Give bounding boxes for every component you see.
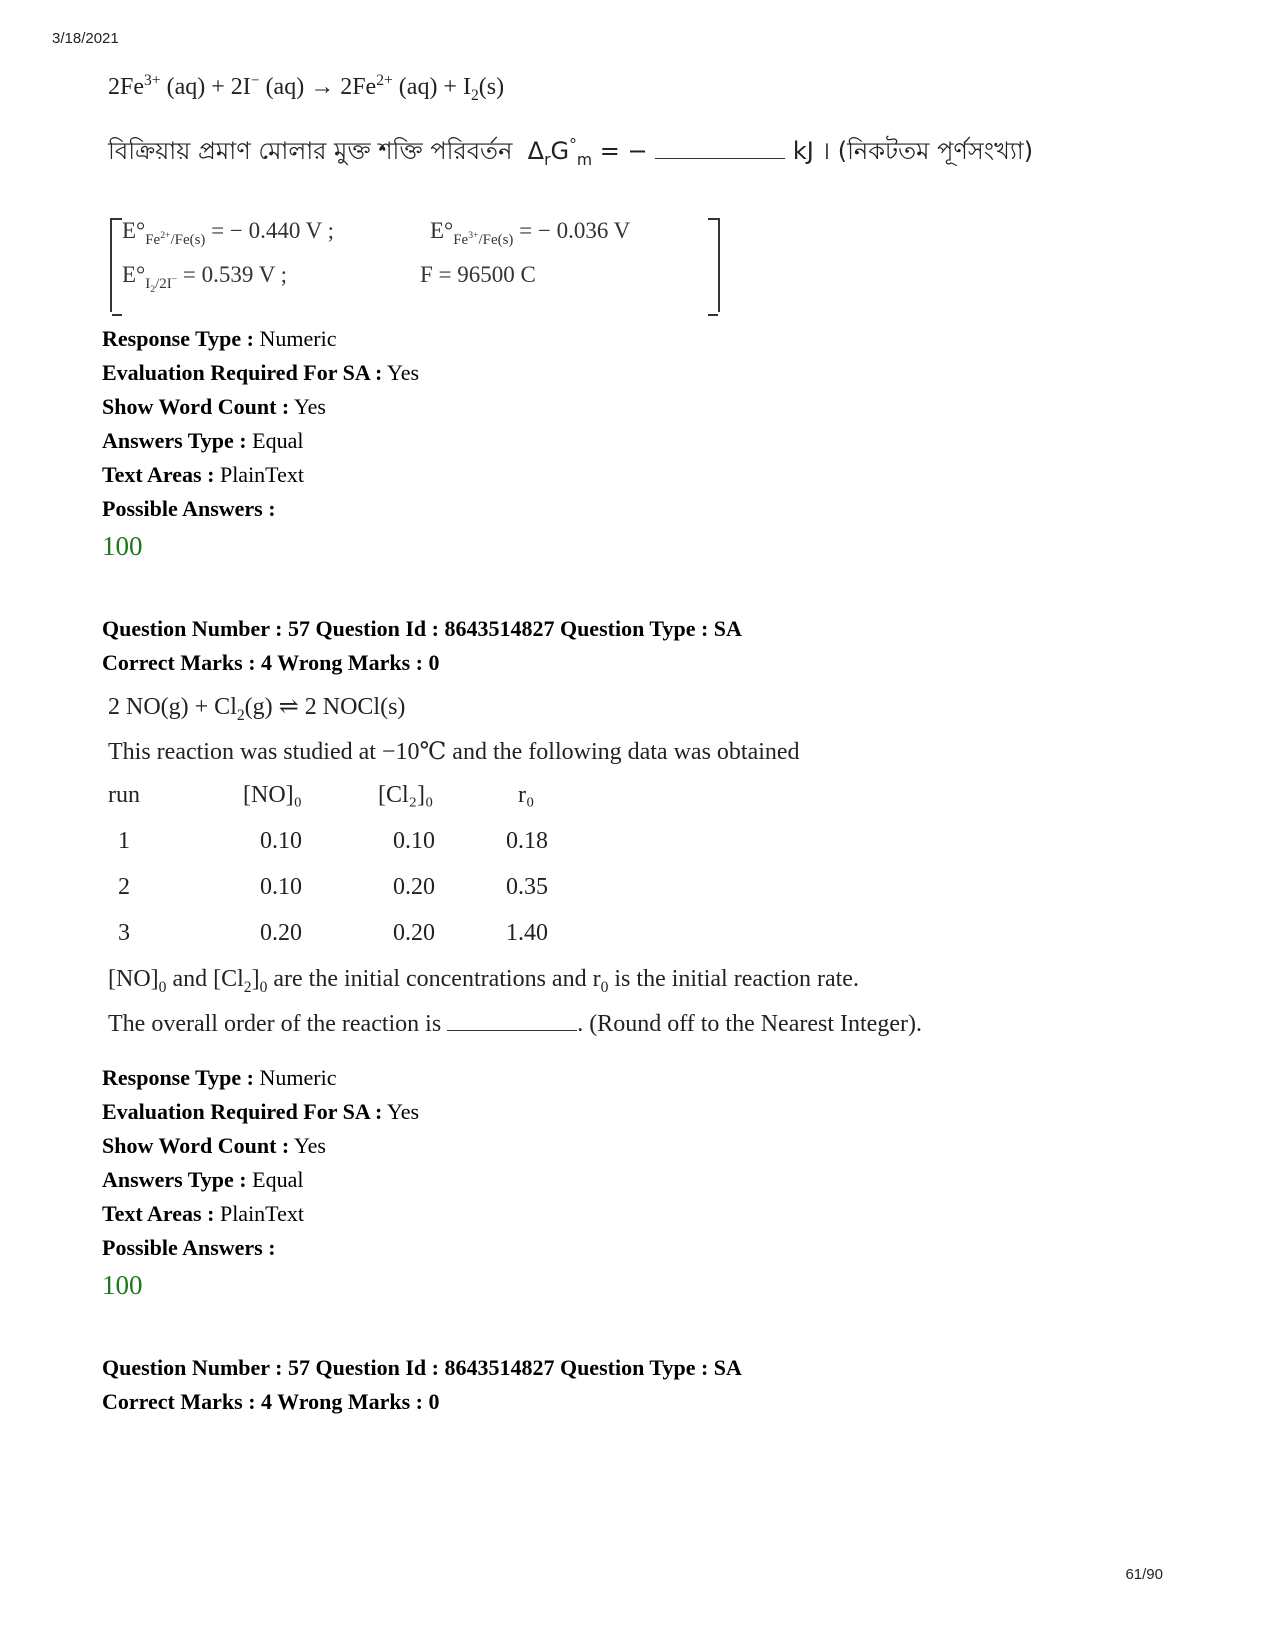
meta-row: Answers Type : Equal	[102, 1167, 304, 1192]
q57-intro: This reaction was studied at −10℃ and the following data was obtained	[108, 739, 800, 765]
q57-possible-answer: 100	[102, 1270, 143, 1300]
q57-question: The overall order of the reaction is . (Round off to the Nearest Integer).	[108, 1011, 922, 1037]
table-cell: 0.20	[260, 920, 302, 946]
meta-row: Evaluation Required For SA : Yes	[102, 1099, 420, 1124]
table-cell: 0.20	[393, 874, 435, 900]
bengali-question-line: বিক্রিয়ায় প্রমাণ মোলার মুক্ত শক্তি পরিবর্তন $\Delta_rG^\circ_m$ = − kJ । (নিকটতম পূর্ণসংখ্যা)	[108, 136, 1034, 169]
meta-row: Response Type : Numeric	[102, 1065, 337, 1090]
table-header: run	[108, 782, 140, 808]
meta-row: Text Areas : PlainText	[102, 462, 304, 487]
meta-row: Response Type : Numeric	[102, 326, 337, 351]
q57-note: $[NO]_0$ and $[Cl_2]_0$ are the initial concentrations and $r_0$ is the initial reaction rate.	[108, 966, 859, 996]
answer-blank	[447, 1012, 577, 1031]
print-date: 3/18/2021	[52, 30, 119, 47]
table-cell: 1	[118, 828, 130, 854]
meta-row: Show Word Count : Yes	[102, 394, 326, 419]
unit-kj: kJ ।	[792, 137, 831, 165]
q57-meta	[102, 1061, 419, 1265]
meta-row: Evaluation Required For SA : Yes	[102, 360, 420, 385]
q57-equation: 2 $NO(g) + Cl_2(g)$ ⇌ 2 NOCl(s)	[108, 694, 406, 724]
q57-header	[102, 612, 742, 680]
table-header: [NO]₀	[243, 782, 303, 808]
question-marks: Correct Marks : 4 Wrong Marks : 0	[102, 650, 440, 675]
question-heading: Question Number : 57 Question Id : 8643514827 Question Type : SA	[102, 616, 742, 641]
table-cell: 0.10	[260, 828, 302, 854]
table-cell: 1.40	[506, 920, 548, 946]
table-cell: 0.18	[506, 828, 548, 854]
meta-row: Possible Answers :	[102, 1235, 276, 1260]
table-header: r₀	[518, 782, 535, 808]
table-cell: 0.35	[506, 874, 548, 900]
meta-row: Text Areas : PlainText	[102, 1201, 304, 1226]
reaction-equation: $2Fe^{3+}$ (aq) + 2I− $(aq) \to 2Fe^{2+}$ $(aq) + I_2(s)$	[108, 72, 505, 104]
q56-meta	[102, 322, 419, 526]
const-i2: $E^\circ_{I_2/2I^-} = 0.539$ V ;	[122, 262, 288, 295]
meta-row: Possible Answers :	[102, 496, 276, 521]
const-fe2: $E^\circ_{Fe^{2+}/Fe(s)}$ = − 0.440 V ;	[122, 218, 334, 248]
question-heading: Question Number : 57 Question Id : 8643514827 Question Type : SA	[102, 1355, 742, 1380]
const-faraday: F = 96500 C	[420, 262, 536, 287]
table-cell: 0.10	[260, 874, 302, 900]
bengali-note: (নিকটতম পূর্ণসংখ্যা)	[837, 137, 1034, 165]
answer-blank	[655, 140, 785, 159]
table-cell: 0.10	[393, 828, 435, 854]
q56-possible-answer: 100	[102, 531, 143, 561]
table-cell: 3	[118, 920, 130, 946]
question-marks: Correct Marks : 4 Wrong Marks : 0	[102, 1389, 440, 1414]
table-header: [Cl₂]₀	[378, 782, 434, 808]
meta-row: Show Word Count : Yes	[102, 1133, 326, 1158]
q57-repeat-header	[102, 1351, 742, 1419]
table-cell: 0.20	[393, 920, 435, 946]
table-cell: 2	[118, 874, 130, 900]
const-fe3: $E^\circ_{Fe^{3+}/Fe(s)}$ = − 0.036 V	[430, 218, 631, 248]
meta-row: Answers Type : Equal	[102, 428, 304, 453]
page-number: 61/90	[1125, 1566, 1163, 1583]
bengali-prompt: বিক্রিয়ায় প্রমাণ মোলার মুক্ত শক্তি পরিবর্তন	[108, 137, 513, 165]
